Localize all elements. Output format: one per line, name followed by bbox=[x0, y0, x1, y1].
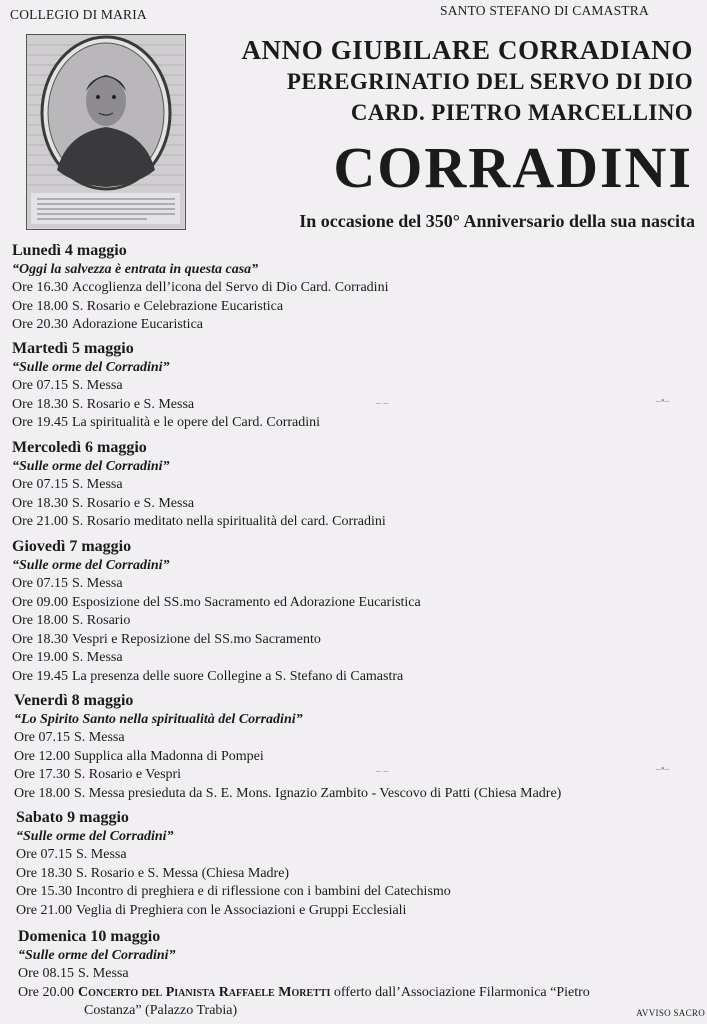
day-title: Domenica 10 maggio bbox=[18, 928, 161, 945]
event-text: Adorazione Eucaristica bbox=[72, 317, 203, 333]
event-time: Ore 18.00 bbox=[12, 613, 68, 629]
footer-label: AVVISO SACRO bbox=[636, 1008, 705, 1018]
event-row bbox=[12, 396, 320, 415]
event-row bbox=[12, 316, 388, 335]
event-text: Vespri e Reposizione del SS.mo Sacramento bbox=[72, 631, 321, 647]
subtitle: In occasione del 350° Anniversario della sua nascita bbox=[299, 211, 695, 231]
event-text: Incontro di preghiera e di riflessione con i bambini del Catechismo bbox=[76, 884, 451, 900]
event-text: S. Messa bbox=[78, 966, 129, 981]
event-time: Ore 17.30 bbox=[14, 767, 70, 783]
day-theme: “Lo Spirito Santo nella spiritualità del Corradini” bbox=[14, 712, 303, 727]
day-title: Lunedì 4 maggio bbox=[12, 242, 127, 259]
day-section-domenica bbox=[18, 927, 590, 1021]
event-time: Ore 07.15 bbox=[16, 847, 72, 862]
event-row bbox=[12, 513, 386, 532]
event-text: S. Messa bbox=[72, 477, 123, 492]
day-section-venerdi bbox=[14, 691, 561, 803]
event-text: Veglia di Preghiera con le Associazioni e Gruppi Ecclesiali bbox=[76, 902, 407, 918]
day-title: Mercoledì 6 maggio bbox=[12, 439, 147, 456]
event-text: S. Rosario e S. Messa bbox=[72, 396, 195, 412]
event-text: S. Rosario meditato nella spiritualità del card. Corradini bbox=[72, 514, 386, 530]
event-text: S. Rosario e Vespri bbox=[74, 767, 182, 783]
day-theme: “Sulle orme del Corradini” bbox=[18, 948, 176, 963]
event-time: Ore 18.30 bbox=[12, 631, 68, 647]
event-row bbox=[12, 631, 421, 650]
event-row bbox=[18, 965, 590, 984]
title-line-3: CARD. PIETRO MARCELLINO bbox=[350, 100, 693, 125]
event-text: S. Messa bbox=[72, 378, 123, 393]
event-text: S. Messa bbox=[74, 730, 125, 745]
event-text: La presenza delle suore Collegine a S. Stefano di Camastra bbox=[72, 668, 404, 684]
event-row-concert bbox=[18, 984, 590, 1021]
event-time: Ore 07.15 bbox=[14, 730, 70, 745]
event-time: Ore 19.45 bbox=[12, 668, 68, 684]
event-text: S. Messa presieduta da S. E. Mons. Ignazio Zambito - Vescovo di Patti (Chiesa Madre) bbox=[74, 785, 562, 801]
event-time: Ore 15.30 bbox=[16, 884, 72, 900]
event-text-continued: Costanza” (Palazzo Trabia) bbox=[84, 1003, 238, 1019]
event-row bbox=[16, 865, 451, 884]
event-time: Ore 18.00 bbox=[12, 298, 68, 314]
event-time: Ore 16.30 bbox=[12, 280, 68, 295]
day-section-mercoledi bbox=[12, 438, 386, 532]
scan-mark: –•– bbox=[656, 396, 670, 407]
event-row bbox=[12, 377, 320, 396]
event-time: Ore 21.00 bbox=[12, 514, 68, 530]
event-row bbox=[12, 594, 421, 613]
event-text: La spiritualità e le opere del Card. Corradini bbox=[72, 415, 321, 431]
day-theme: “Sulle orme del Corradini” bbox=[12, 459, 170, 474]
event-time: Ore 18.30 bbox=[16, 865, 72, 881]
event-time: Ore 20.00 bbox=[18, 984, 74, 1000]
event-row bbox=[14, 785, 561, 804]
event-time: Ore 18.00 bbox=[14, 785, 70, 801]
event-row bbox=[16, 883, 451, 902]
event-row bbox=[12, 476, 386, 495]
scan-mark: –•– bbox=[656, 764, 670, 775]
event-text: Supplica alla Madonna di Pompei bbox=[74, 748, 264, 764]
day-title: Sabato 9 maggio bbox=[16, 809, 129, 826]
day-theme: “Sulle orme del Corradini” bbox=[16, 829, 174, 844]
event-time: Ore 20.30 bbox=[12, 317, 68, 333]
event-text: offerto dall’Associazione Filarmonica “Pietro bbox=[333, 984, 590, 1000]
event-row bbox=[12, 298, 388, 317]
event-time: Ore 19.45 bbox=[12, 415, 68, 431]
event-text: S. Rosario e S. Messa (Chiesa Madre) bbox=[76, 865, 290, 881]
event-row bbox=[14, 766, 561, 785]
event-text: S. Messa bbox=[72, 650, 123, 666]
event-time: Ore 07.15 bbox=[12, 477, 68, 492]
day-theme: “Sulle orme del Corradini” bbox=[12, 360, 170, 375]
event-row bbox=[12, 279, 388, 298]
event-row bbox=[12, 495, 386, 514]
title-line-1: ANNO GIUBILARE CORRADIANO bbox=[241, 35, 693, 65]
event-row bbox=[12, 668, 421, 687]
day-section-lunedi bbox=[12, 241, 388, 335]
day-theme: “Sulle orme del Corradini” bbox=[12, 558, 170, 573]
header-right: SANTO STEFANO DI CAMASTRA bbox=[440, 3, 649, 18]
event-row bbox=[16, 846, 451, 865]
scan-mark: – – bbox=[376, 398, 389, 409]
event-text: S. Messa bbox=[76, 847, 127, 862]
event-text: Esposizione del SS.mo Sacramento ed Adorazione Eucaristica bbox=[72, 594, 421, 610]
event-row bbox=[12, 612, 421, 631]
event-row bbox=[14, 729, 561, 748]
event-row bbox=[16, 902, 451, 921]
header-left: COLLEGIO DI MARIA bbox=[10, 7, 147, 22]
event-time: Ore 07.15 bbox=[12, 378, 68, 393]
title-block bbox=[241, 35, 693, 128]
title-main: CORRADINI bbox=[333, 135, 693, 200]
event-text: Accoglienza dell’icona del Servo di Dio Card. Corradini bbox=[72, 280, 389, 295]
day-theme: “Oggi la salvezza è entrata in questa casa” bbox=[12, 262, 259, 277]
event-time: Ore 08.15 bbox=[18, 966, 74, 981]
concert-title: Concerto del Pianista Raffaele Moretti bbox=[78, 984, 331, 1000]
day-section-sabato bbox=[16, 808, 451, 920]
event-text: S. Rosario e S. Messa bbox=[72, 495, 195, 511]
event-time: Ore 19.00 bbox=[12, 650, 68, 666]
event-row bbox=[12, 414, 320, 433]
event-row bbox=[12, 575, 421, 594]
scan-mark: – – bbox=[376, 766, 389, 777]
day-section-martedi bbox=[12, 339, 320, 433]
day-section-giovedi bbox=[12, 537, 421, 687]
day-title: Martedì 5 maggio bbox=[12, 340, 134, 357]
event-row bbox=[12, 649, 421, 668]
day-title: Venerdì 8 maggio bbox=[14, 692, 134, 709]
day-title: Giovedì 7 maggio bbox=[12, 538, 132, 555]
event-text: S. Rosario bbox=[72, 613, 131, 629]
event-time: Ore 18.30 bbox=[12, 396, 68, 412]
event-text: S. Messa bbox=[72, 576, 123, 591]
event-time: Ore 07.15 bbox=[12, 576, 68, 591]
event-time: Ore 21.00 bbox=[16, 902, 72, 918]
event-time: Ore 18.30 bbox=[12, 495, 68, 511]
event-row bbox=[14, 748, 561, 767]
title-line-2: PEREGRINATIO DEL SERVO DI DIO bbox=[286, 69, 693, 94]
portrait-engraving bbox=[26, 34, 186, 230]
event-time: Ore 09.00 bbox=[12, 594, 68, 610]
event-text: S. Rosario e Celebrazione Eucaristica bbox=[72, 298, 284, 314]
event-time: Ore 12.00 bbox=[14, 748, 70, 764]
